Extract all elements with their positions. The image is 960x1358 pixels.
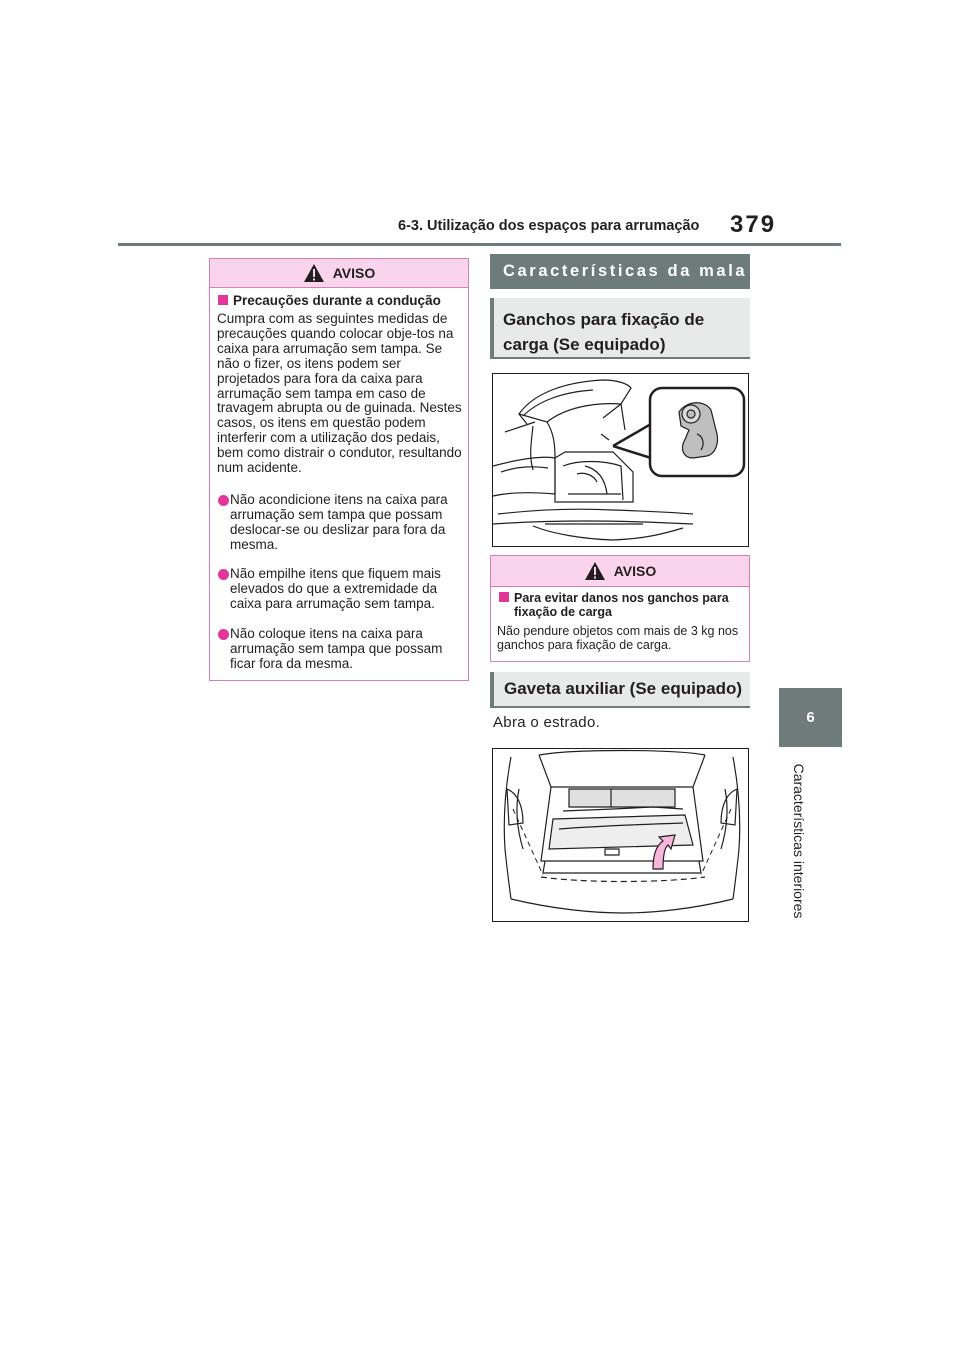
square-bullet-icon <box>218 295 228 305</box>
warning-bullet <box>218 493 463 553</box>
header-rule <box>118 243 841 246</box>
warning-bullet-text: Não empilhe itens que fiquem mais elevados do que a extremidade da caixa para arrumação sem tampa. <box>230 566 441 611</box>
warning-box-hooks <box>490 555 750 662</box>
warning-box-driving <box>209 258 469 681</box>
warning-bullet <box>218 567 463 612</box>
section-title: Características da mala <box>490 254 750 289</box>
warning-bullet-text: Não coloque itens na caixa para arrumação sem tampa que possam ficar fora da mesma. <box>230 626 443 671</box>
trunk-deck-board-illustration <box>492 748 749 922</box>
warning-subhead-text: Para evitar danos nos ganchos para fixação de carga <box>514 591 729 619</box>
page-number: 379 <box>730 211 777 238</box>
warning-bullet <box>218 627 463 672</box>
warning-header <box>491 556 749 587</box>
chapter-label-text: Características interiores <box>791 763 807 919</box>
warning-bullet-text: Não acondicione itens na caixa para arrumação sem tampa que possam deslocar-se ou deslizar para fora da mesma. <box>230 492 448 552</box>
subsection-title-drawer: Gaveta auxiliar (Se equipado) <box>490 672 750 708</box>
chapter-number: 6 <box>806 709 815 726</box>
trunk-hook-drawing <box>493 374 749 547</box>
round-bullet-icon <box>218 495 229 506</box>
chapter-side-label <box>779 756 819 926</box>
square-bullet-icon <box>499 592 509 602</box>
warning-subhead <box>499 591 739 619</box>
round-bullet-icon <box>218 629 229 640</box>
warning-subhead-text: Precauções durante a condução <box>233 293 441 308</box>
round-bullet-icon <box>218 569 229 580</box>
trunk-deck-drawing <box>493 749 749 922</box>
warning-subhead <box>218 293 441 308</box>
warning-paragraph: Cumpra com as seguintes medidas de precauções quando colocar obje-tos na caixa para arrumação sem tampa. Se não o fizer, os itens podem ser projetados para fora da caixa para arrumação sem tampa em caso de travagem abrupta ou de guinada. Nestes casos, os itens em questão podem interferir com a utilização dos pedais, bem como distrair o condutor, resultando num acidente. <box>217 311 462 476</box>
warning-paragraph: Não pendure objetos com mais de 3 kg nos ganchos para fixação de carga. <box>497 624 739 652</box>
warning-header <box>210 259 468 288</box>
instruction-text: Abra o estrado. <box>493 714 601 731</box>
subsection-title-hooks: Ganchos para fixação de carga (Se equipado) <box>490 298 750 359</box>
trunk-hook-illustration <box>492 373 749 547</box>
warning-triangle-icon <box>584 561 606 581</box>
warning-title: AVISO <box>332 265 376 281</box>
chapter-tab <box>779 688 842 747</box>
warning-title: AVISO <box>613 563 657 579</box>
running-header-title: 6-3. Utilização dos espaços para arrumação <box>398 218 700 234</box>
warning-triangle-icon <box>303 263 325 283</box>
